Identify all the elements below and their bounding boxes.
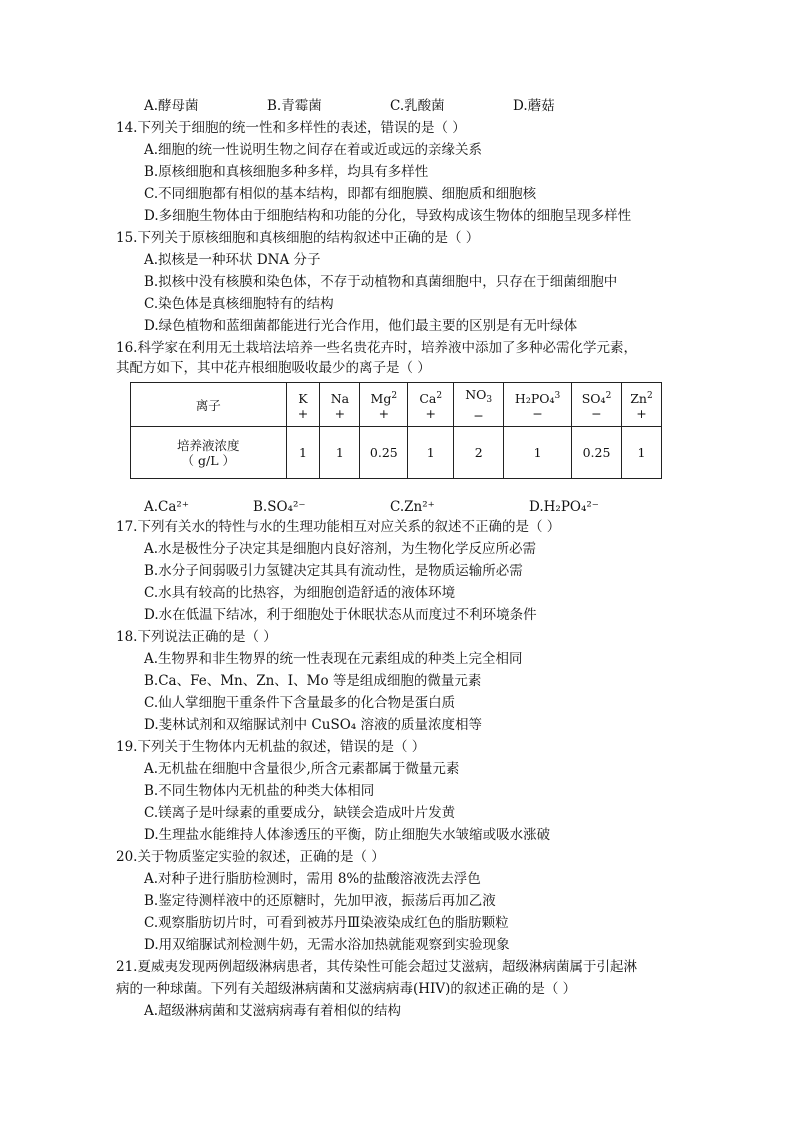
concentration-cell: 0.25 [360, 427, 408, 479]
q19-option-c: C.镁离子是叶绿素的重要成分，缺镁会造成叶片发黄 [144, 805, 456, 821]
q17-option-b: B.水分子间弱吸引力氢键决定其具有流动性，是物质运输所必需 [144, 563, 523, 579]
ion-cell: $Ca^2$ + [408, 383, 454, 427]
concentration-cell: 0.25 [572, 427, 622, 479]
q19-option-d: D.生理盐水能维持人体渗透压的平衡，防止细胞失水皱缩或吸水涨破 [144, 827, 551, 843]
q18-option-c: C.仙人掌细胞干重条件下含量最多的化合物是蛋白质 [144, 695, 456, 711]
q15-option-b: B.拟核中没有核膜和染色体，不存于动植物和真菌细胞中，只存在于细菌细胞中 [144, 274, 618, 290]
concentration-cell: 1 [504, 427, 572, 479]
q17-option-c: C.水具有较高的比热容，为细胞创造舒适的液体环境 [144, 585, 456, 601]
ion-cell: $Mg^2$ + [360, 383, 408, 427]
q18-stem: 18.下列说法正确的是（ ） [116, 629, 277, 645]
q21-option-a: A.超级淋病菌和艾滋病病毒有着相似的结构 [144, 1003, 402, 1019]
ion-cell: K + [286, 383, 320, 427]
table-row-concentration [131, 427, 662, 479]
table-row-ions [131, 383, 662, 427]
q20-option-d: D.用双缩脲试剂检测牛奶，无需水浴加热就能观察到实验现象 [144, 937, 510, 953]
q13-option-a: A.酵母菌 [144, 98, 199, 114]
q17-stem: 17.下列有关水的特性与水的生理功能相互对应关系的叙述不正确的是（ ） [116, 519, 561, 535]
q19-stem: 19.下列关于生物体内无机盐的叙述，错误的是（ ） [116, 739, 426, 755]
ion-cell: $Zn^2$ + [621, 383, 661, 427]
q14-stem: 14.下列关于细胞的统一性和多样性的表述，错误的是（ ） [116, 120, 466, 136]
q13-option-c: C.乳酸菌 [390, 98, 445, 114]
q14-option-b: B.原核细胞和真核细胞多种多样，均具有多样性 [144, 164, 429, 180]
q18-option-a: A.生物界和非生物界的统一性表现在元素组成的种类上完全相同 [144, 651, 523, 667]
ion-cell: Na + [320, 383, 360, 427]
q19-option-a: A.无机盐在细胞中含量很少,所含元素都属于微量元素 [144, 761, 460, 777]
concentration-cell: 1 [408, 427, 454, 479]
q14-option-a: A.细胞的统一性说明生物之间存在着或近或远的亲缘关系 [144, 142, 483, 158]
q21-stem-line1: 21.夏威夷发现两例超级淋病患者，其传染性可能会超过艾滋病，超级淋病菌属于引起淋 [116, 959, 637, 975]
q15-option-a: A.拟核是一种环状 DNA 分子 [144, 252, 321, 268]
table-header-concentration: 培养液浓度 （ g/L ） [131, 427, 287, 479]
q16-stem-line1: 16.科学家在利用无土栽培法培养一些名贵花卉时，培养液中添加了多种必需化学元素， [116, 340, 637, 356]
q18-option-b: B.Ca、Fe、Mn、Zn、I、Mo 等是组成细胞的微量元素 [144, 673, 482, 689]
q19-option-b: B.不同生物体内无机盐的种类大体相同 [144, 783, 375, 799]
q17-option-d: D.水在低温下结冰，利于细胞处于休眠状态从而度过不利环境条件 [144, 607, 537, 623]
q16-option-d: D.H₂PO₄²⁻ [529, 499, 599, 515]
q16-option-a: A.Ca²⁺ [144, 499, 189, 515]
q21-stem-line2: 病的一种球菌。下列有关超级淋病菌和艾滋病病毒(HIV)的叙述正确的是（ ） [116, 981, 577, 997]
q20-option-c: C.观察脂肪切片时，可看到被苏丹Ⅲ染液染成红色的脂肪颗粒 [144, 915, 509, 931]
q16-option-b: B.SO₄²⁻ [253, 499, 306, 515]
q13-option-b: B.青霉菌 [267, 98, 322, 114]
q15-stem: 15.下列关于原核细胞和真核细胞的结构叙述中正确的是（ ） [116, 230, 480, 246]
q20-stem: 20.关于物质鉴定实验的叙述，正确的是（ ） [116, 849, 385, 865]
concentration-cell: 1 [621, 427, 661, 479]
q18-option-d: D.斐林试剂和双缩脲试剂中 CuSO₄ 溶液的质量浓度相等 [144, 717, 482, 733]
q20-option-a: A.对种子进行脂肪检测时，需用 8%的盐酸溶液洗去浮色 [144, 871, 481, 887]
q17-option-a: A.水是极性分子决定其是细胞内良好溶剂，为生物化学反应所必需 [144, 541, 537, 557]
ion-cell: H₂PO₄$^3$ − [504, 383, 572, 427]
q15-option-c: C.染色体是真核细胞特有的结构 [144, 296, 334, 312]
table-header-ion: 离子 [131, 383, 287, 427]
concentration-cell: 2 [454, 427, 504, 479]
ion-cell: $NO_3$ − [454, 383, 504, 427]
q13-option-d: D.蘑菇 [513, 98, 555, 114]
q15-option-d: D.绿色植物和蓝细菌都能进行光合作用，他们最主要的区别是有无叶绿体 [144, 318, 578, 334]
q14-option-c: C.不同细胞都有相似的基本结构，即都有细胞膜、细胞质和细胞核 [144, 186, 537, 202]
concentration-cell: 1 [286, 427, 320, 479]
concentration-cell: 1 [320, 427, 360, 479]
q20-option-b: B.鉴定待测样液中的还原糖时，先加甲液，振荡后再加乙液 [144, 893, 496, 909]
q16-stem-line2: 其配方如下，其中花卉根细胞吸收最少的离子是（ ） [116, 360, 431, 376]
q16-option-c: C.Zn²⁺ [390, 499, 435, 515]
ion-concentration-table [130, 382, 662, 479]
ion-cell: SO₄$^2$ − [572, 383, 622, 427]
q14-option-d: D.多细胞生物体由于细胞结构和功能的分化，导致构成该生物体的细胞呈现多样性 [144, 208, 632, 224]
